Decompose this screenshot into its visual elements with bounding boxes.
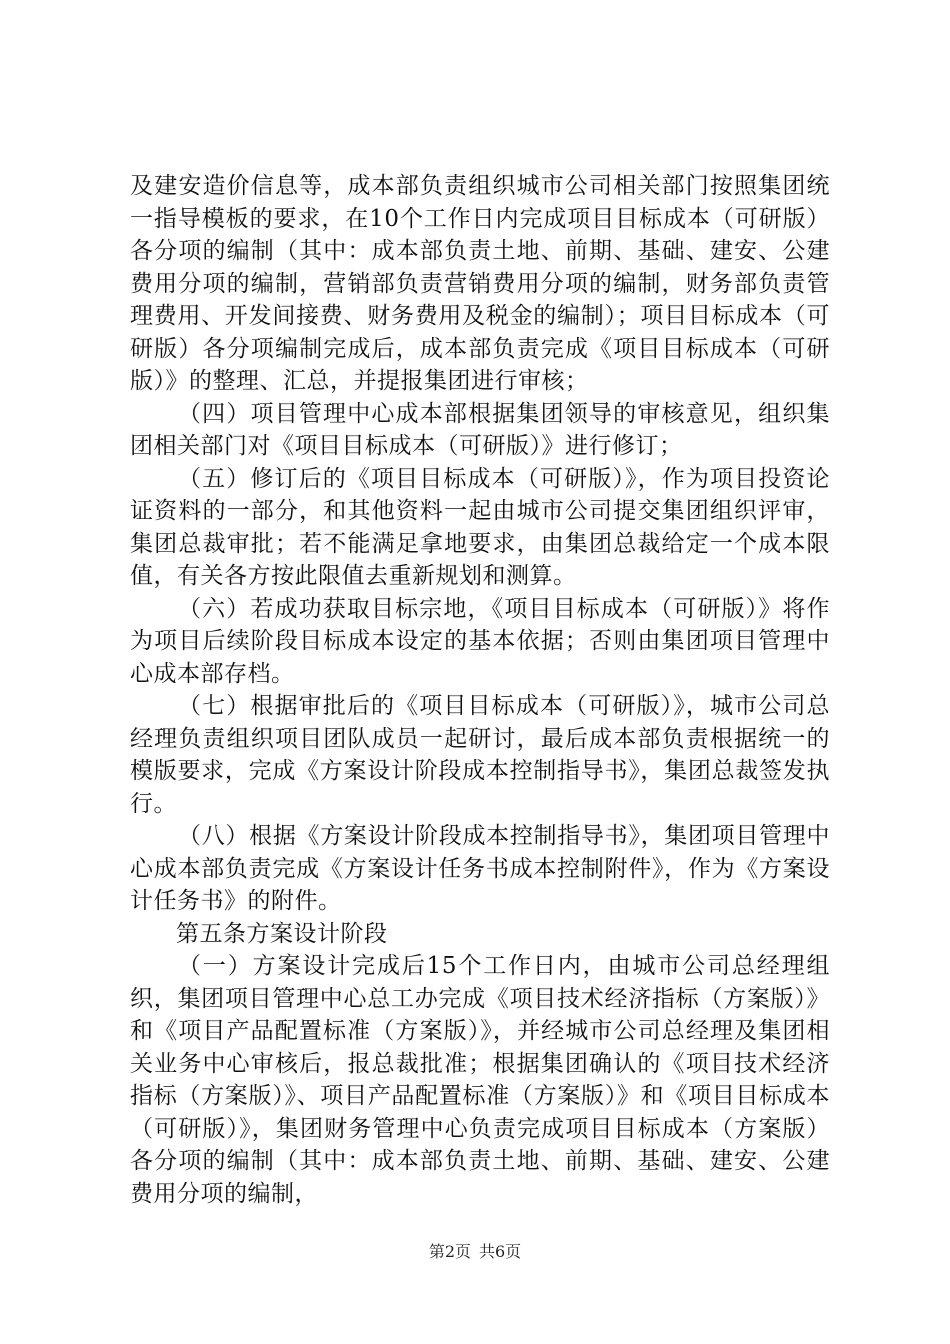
paragraph-article-5-item-1: （一）方案设计完成后15个工作日内，由城市公司总经理组织，集团项目管理中心总工办完成《项目技术经济指标（方案版）》和《项目产品配置标准（方案版）》，并经城市公司总经理及集团相关业务中心审核后，报总裁批准；根据集团确认的《项目技术经济指标（方案版）》、项目产品配置标准（方案版）》和《项目目标成本（可研版）》，集团财务管理中心负责完成项目目标成本（方案版）各分项的编制（其中：成本部负责土地、前期、基础、建安、公建费用分项的编制，: [130, 953, 830, 1207]
paragraph-continuation: 及建安造价信息等，成本部负责组织城市公司相关部门按照集团统一指导模板的要求，在10个工作日内完成项目目标成本（可研版）各分项的编制（其中：成本部负责土地、前期、基础、建安、公建费用分项的编制，营销部负责营销费用分项的编制，财务部负责管理费用、开发间接费、财务费用及税金的编制）；项目目标成本（可研版）各分项编制完成后，成本部负责完成《项目目标成本（可研版）》的整理、汇总，并提报集团进行审核；: [130, 173, 830, 394]
page-total: 共6页: [479, 1242, 522, 1261]
paragraph-item-6: （六）若成功获取目标宗地，《项目目标成本（可研版）》将作为项目后续阶段目标成本设定的基本依据；否则由集团项目管理中心成本部存档。: [130, 595, 830, 687]
paragraph-item-4: （四）项目管理中心成本部根据集团领导的审核意见，组织集团相关部门对《项目目标成本（可研版）》进行修订；: [130, 400, 830, 459]
page-number: 第2页: [428, 1242, 471, 1261]
document-body: [130, 170, 830, 1210]
page-footer: [0, 1242, 950, 1262]
section-heading-article-5: 第五条方案设计阶段: [176, 920, 388, 947]
paragraph-item-7: （七）根据审批后的《项目目标成本（可研版）》，城市公司总经理负责组织项目团队成员一起研讨，最后成本部负责根据统一的模版要求，完成《方案设计阶段成本控制指导书》，集团总裁签发执行。: [130, 693, 830, 817]
paragraph-item-8: （八）根据《方案设计阶段成本控制指导书》，集团项目管理中心成本部负责完成《方案设计任务书成本控制附件》，作为《方案设计任务书》的附件。: [130, 823, 830, 914]
paragraph-item-5: （五）修订后的《项目目标成本（可研版）》，作为项目投资论证资料的一部分，和其他资料一起由城市公司提交集团组织评审，集团总裁审批；若不能满足拿地要求，由集团总裁给定一个成本限值，有关各方按此限值去重新规划和测算。: [130, 465, 830, 589]
